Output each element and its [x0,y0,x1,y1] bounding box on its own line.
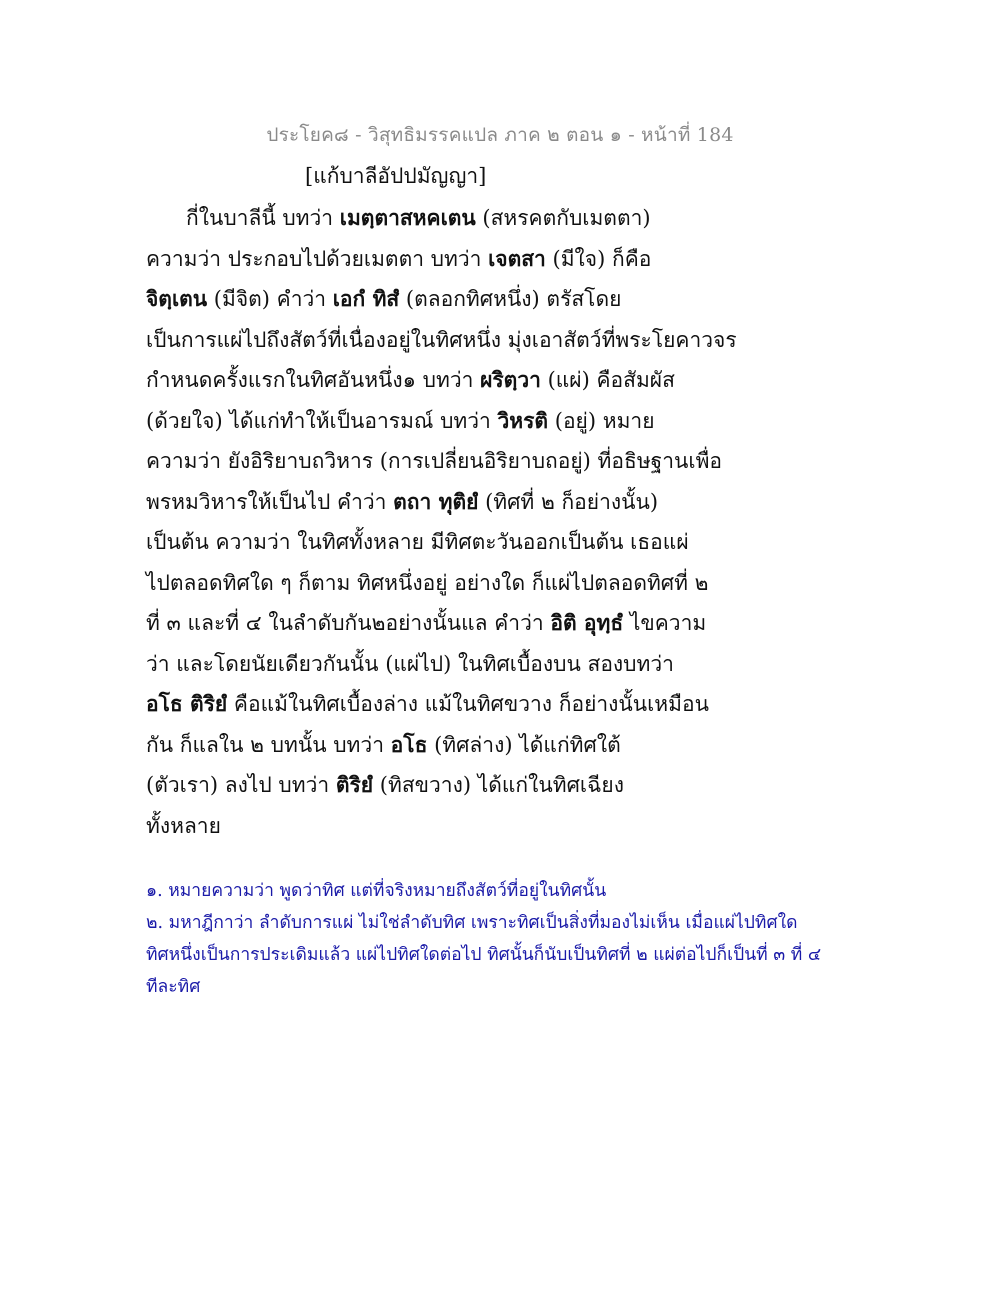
text-line: ความว่า ยังอิริยาบถวิหาร (การเปลี่ยนอิริยาบถอยู่) ที่อธิษฐานเพื่อ [146,449,723,473]
text-line: กี่ในบาลีนี้ บทว่า เมตฺตาสหคเตน (สหรคตกับเมตตา) [186,205,651,230]
footnote-2-continued: ทิศหนึ่งเป็นการประเดิมแล้ว แผ่ไปทิศใดต่อไป ทิศนั้นก็นับเป็นทิศที่ ๒ แผ่ต่อไปก็เป็นที่ ๓ ที่ ๔ [146,945,822,965]
text-line: อโธ ติริยํ คือแม้ในทิศเบื้องล่าง แม้ในทิศขวาง ก็อย่างนั้นเหมือน [146,691,709,716]
text-line: กัน ก็แลใน ๒ บทนั้น บทว่า อโธ (ทิศล่าง) ได้แก่ทิศใต้ [146,731,621,757]
text-line: ที่ ๓ และที่ ๔ ในลำดับกัน๒อย่างนั้นแล คำว่า อิติ อุทฺธํ ไขความ [146,610,707,635]
section-title: [แก้บาลีอัปปมัญญา] [305,164,487,188]
body-text [146,198,737,846]
text-line: เป็นการแผ่ไปถึงสัตว์ที่เนื่องอยู่ในทิศหนึ่ง มุ่งเอาสัตว์ที่พระโยคาวจร [146,327,737,352]
text-line: ความว่า ประกอบไปด้วยเมตตา บทว่า เจตสา (มีใจ) ก็คือ [146,245,652,271]
text-line: เป็นต้น ความว่า ในทิศทั้งหลาย มีทิศตะวันออกเป็นต้น เธอแผ่ [146,530,689,554]
text-line: จิตฺเตน (มีจิต) คำว่า เอกํ ทิสํ (ตลอกทิศหนึ่ง) ตรัสโดย [146,286,622,311]
text-line: ว่า และโดยนัยเดียวกันนั้น (แผ่ไป) ในทิศเบื้องบน สองบทว่า [146,651,674,676]
text-line: พรหมวิหารให้เป็นไป คำว่า ตถา ทุติยํ (ทิศที่ ๒ ก็อย่างนั้น) [146,488,659,514]
footnote-1: ๑. หมายความว่า พูดว่าทิศ แต่ที่จริงหมายถึงสัตว์ที่อยู่ในทิศนั้น [146,881,607,901]
text-line: กำหนดครั้งแรกในทิศอันหนึ่ง๑ บทว่า ผริตฺวา (แผ่) คือสัมผัส [146,367,675,392]
footnote-2-end: ทีละทิศ [146,977,201,997]
text-line: ทั้งหลาย [146,813,221,838]
footnote-2: ๒. มหาฎีกาว่า ลำดับการแผ่ ไม่ใช่ลำดับทิศ เพราะทิศเป็นสิ่งที่มองไม่เห็น เมื่อแผ่ไปทิศใด [146,913,798,933]
footnotes [146,875,846,1003]
text-line: (ด้วยใจ) ได้แก่ทำให้เป็นอารมณ์ บทว่า วิหรติ (อยู่) หมาย [146,407,655,433]
text-line: (ตัวเรา) ลงไป บทว่า ติริยํ (ทิสขวาง) ได้แก่ในทิศเฉียง [146,772,624,797]
text-line: ไปตลอดทิศใด ๆ ก็ตาม ทิศหนึ่งอยู่ อย่างใด ก็แผ่ไปตลอดทิศที่ ๒ [146,570,709,595]
page-header: ประโยค๘ - วิสุทธิมรรคแปล ภาค ๒ ตอน ๑ - หน้าที่ 184 [266,124,734,146]
